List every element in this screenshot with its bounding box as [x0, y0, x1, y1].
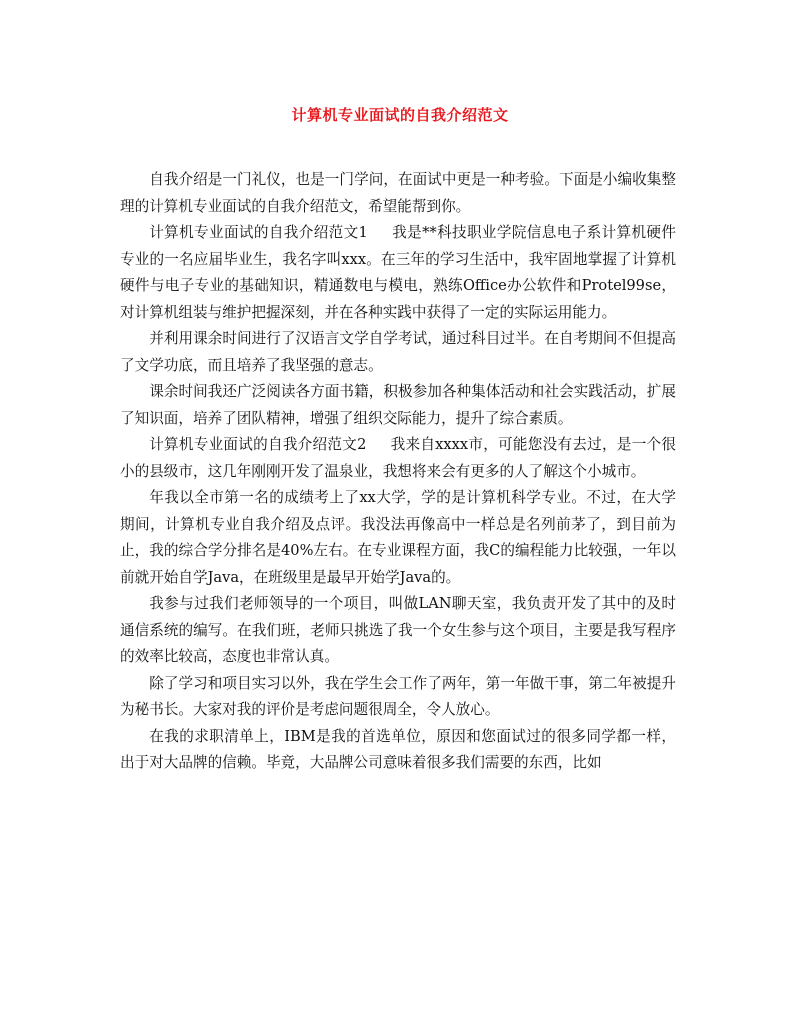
paragraph-university — [120, 485, 676, 591]
sample-heading-2: 计算机专业面试的自我介绍范文2 — [149, 436, 367, 453]
paragraph-student-union — [120, 671, 676, 724]
paragraph-text: 年我以全市第一名的成绩考上了xx大学，学的是计算机科学专业。不过，在大学期间，计算机专业自我介绍及点评。我没法再像高中一样总是名列前茅了，到目前为止，我的综合学分排名是40%左右。在专业课程方面，我C的编程能力比较强，一年以前就开始自学Java，在班级里是最早开始学Java的。 — [120, 489, 676, 586]
paragraph-text: 在我的求职清单上，IBM是我的首选单位，原因和您面试过的很多同学都一样，出于对大品牌的信赖。毕竟，大品牌公司意味着很多我们需要的东西，比如 — [120, 727, 676, 771]
paragraph-text: 我是**科技职业学院信息电子系计算机硬件专业的一名应届毕业生，我名字叫xxx。在三年的学习生活中，我牢固地掌握了计算机硬件与电子专业的基础知识，精通数电与模电，熟练Office办公软件和Protel99se，对计算机组装与维护把握深刻，并在各种实践中获得了一定的实际运用能力。 — [120, 224, 676, 321]
paragraph-intro — [120, 167, 676, 220]
document-body — [120, 167, 676, 777]
paragraph-job-choice — [120, 724, 676, 777]
paragraph-sample-1 — [120, 220, 676, 326]
paragraph-activities — [120, 379, 676, 432]
paragraph-self-study — [120, 326, 676, 379]
paragraph-text: 课余时间我还广泛阅读各方面书籍，积极参加各种集体活动和社会实践活动，扩展了知识面，培养了团队精神，增强了组织交际能力，提升了综合素质。 — [120, 383, 676, 427]
paragraph-text: 我参与过我们老师领导的一个项目，叫做LAN聊天室，我负责开发了其中的及时通信系统的编写。在我们班，老师只挑选了我一个女生参与这个项目，主要是我写程序的效率比较高，态度也非常认真。 — [120, 595, 676, 665]
paragraph-sample-2 — [120, 432, 676, 485]
paragraph-text: 除了学习和项目实习以外，我在学生会工作了两年，第一年做干事，第二年被提升为秘书长。大家对我的评价是考虑问题很周全，令人放心。 — [120, 674, 676, 718]
paragraph-text: 我来自xxxx市，可能您没有去过，是一个很小的县级市，这几年刚刚开发了温泉业，我想将来会有更多的人了解这个小城市。 — [120, 436, 676, 480]
paragraph-text: 并利用课余时间进行了汉语言文学自学考试，通过科目过半。在自考期间不但提高了文学功底，而且培养了我坚强的意志。 — [120, 330, 676, 374]
paragraph-project — [120, 591, 676, 671]
paragraph-text: 自我介绍是一门礼仪，也是一门学问，在面试中更是一种考验。下面是小编收集整理的计算机专业面试的自我介绍范文，希望能帮到你。 — [120, 171, 676, 215]
sample-heading-1: 计算机专业面试的自我介绍范文1 — [149, 224, 368, 241]
document-title: 计算机专业面试的自我介绍范文 — [291, 106, 509, 124]
